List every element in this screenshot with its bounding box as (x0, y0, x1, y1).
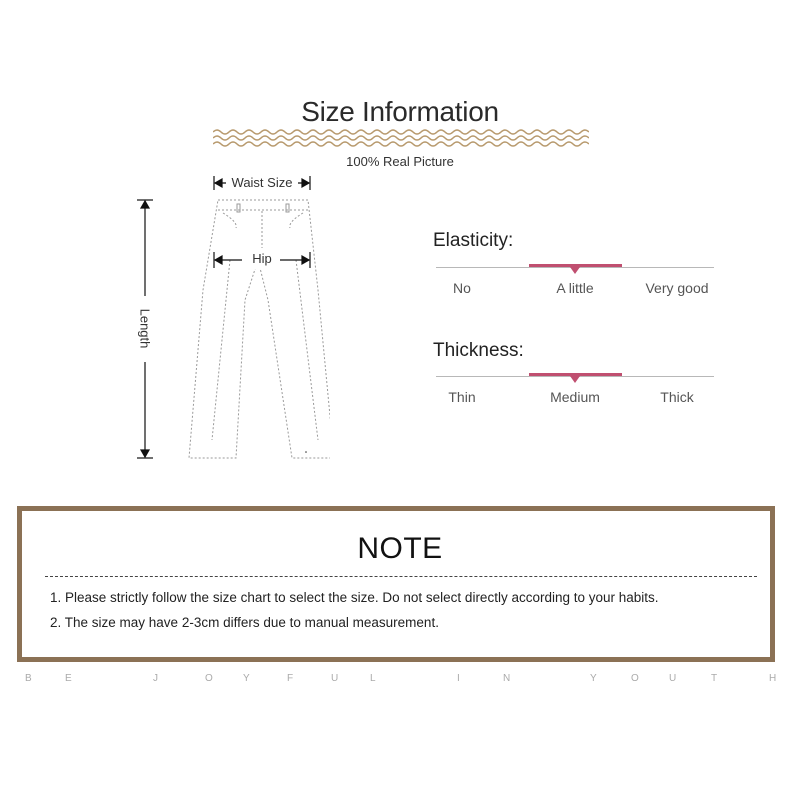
elasticity-pointer-icon (570, 267, 580, 274)
motto-letter: U (331, 673, 339, 684)
motto-letter: L (370, 673, 376, 684)
motto-letter: Y (590, 673, 597, 684)
note-title: NOTE (357, 532, 443, 565)
motto-letter: B (25, 673, 32, 684)
elasticity-option-very-good: Very good (645, 280, 709, 296)
motto-letter: I (457, 673, 460, 684)
motto-letter: E (65, 673, 72, 684)
motto-letter: H (769, 673, 777, 684)
thickness-title: Thickness: (433, 340, 524, 361)
motto-letter: J (153, 673, 158, 684)
motto-letter: Y (243, 673, 250, 684)
page-title: Size Information (301, 96, 499, 127)
waist-size-label: Waist Size (231, 175, 293, 190)
thickness-option-thin: Thin (448, 389, 476, 405)
length-label: Length (137, 308, 153, 349)
note-divider (45, 576, 757, 577)
motto-letter: O (631, 673, 639, 684)
subtitle: 100% Real Picture (346, 154, 454, 169)
elasticity-option-no: No (453, 280, 471, 296)
pants-diagram (130, 170, 330, 470)
elasticity-option-a-little: A little (556, 280, 594, 296)
thickness-option-thick: Thick (660, 389, 694, 405)
decorative-wave-divider (213, 128, 589, 148)
note-line-1: 1. Please strictly follow the size chart to select the size. Do not select directly according to your habits. (50, 590, 659, 605)
hip-label: Hip (252, 251, 272, 266)
elasticity-title: Elasticity: (433, 230, 514, 251)
thickness-option-medium: Medium (550, 389, 600, 405)
motto-letter: F (287, 673, 294, 684)
motto-letter: N (503, 673, 511, 684)
motto-letter: U (669, 673, 677, 684)
thickness-pointer-icon (570, 376, 580, 383)
motto-text (25, 673, 785, 689)
note-line-2: 2. The size may have 2-3cm differs due to manual measurement. (50, 615, 439, 630)
motto-letter: O (205, 673, 213, 684)
note-box (17, 506, 775, 662)
motto-letter: T (711, 673, 718, 684)
